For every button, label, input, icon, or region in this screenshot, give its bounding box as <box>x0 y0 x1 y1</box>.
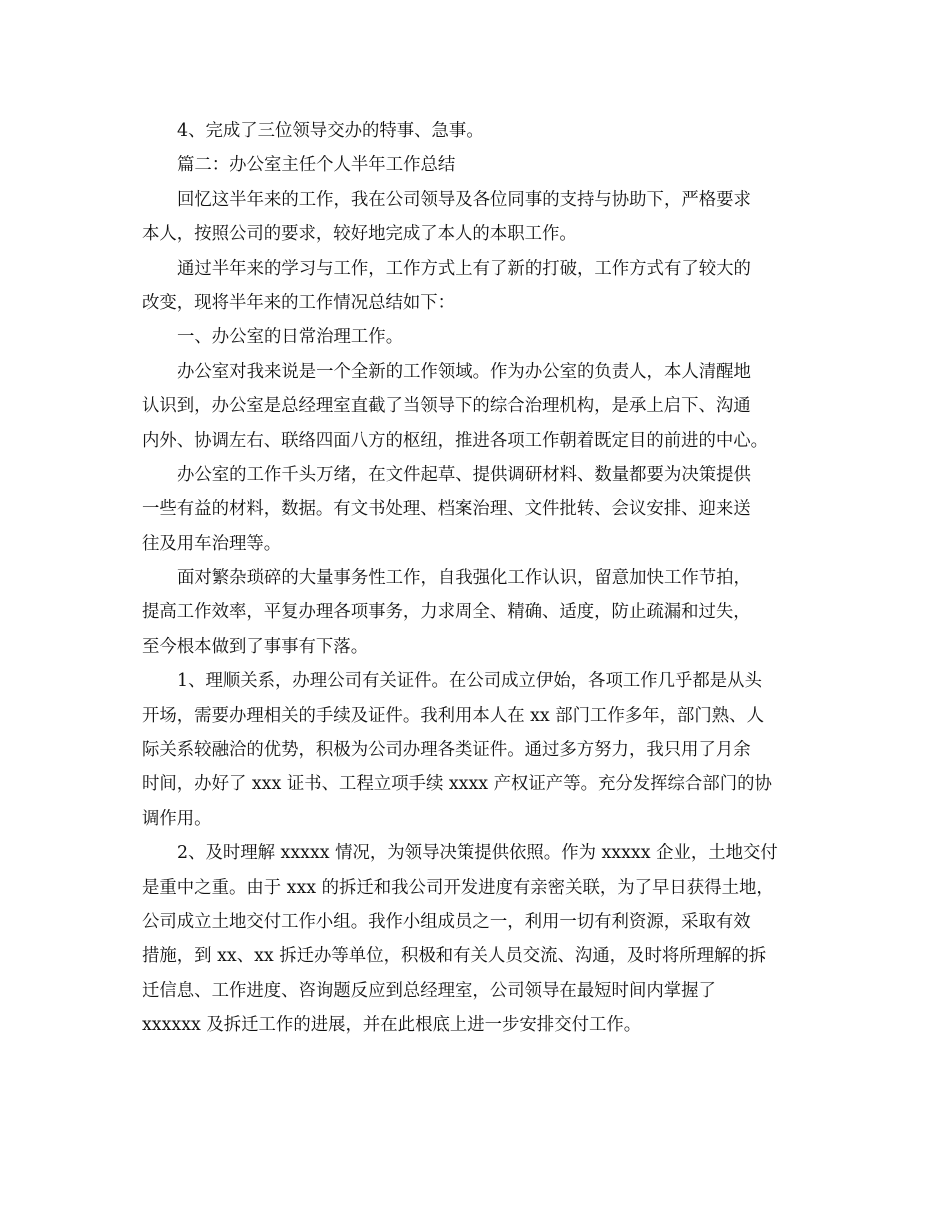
text-line: 至今根本做到了事事有下落。 <box>142 636 369 657</box>
text-line: 面对繁杂琐碎的大量事务性工作，自我强化工作认识，留意加快工作节拍， <box>177 568 751 589</box>
text-line: 办公室对我来说是一个全新的工作领域。作为办公室的负责人，本人清醒地 <box>177 361 751 382</box>
text-line: 时间，办好了 xxx 证书、工程立项手续 xxxx 产权证产等。充分发挥综合部门的协 <box>142 774 772 795</box>
text-line: 办公室的工作千头万绪，在文件起草、提供调研材料、数量都要为决策提供 <box>177 464 751 485</box>
text-line: 通过半年来的学习与工作，工作方式上有了新的打破，工作方式有了较大的 <box>177 258 751 279</box>
text-line: 本人，按照公司的要求，较好地完成了本人的本职工作。 <box>142 224 577 245</box>
text-line: 认识到，办公室是总经理室直截了当领导下的综合治理机构，是承上启下、沟通 <box>142 396 751 417</box>
document-body <box>142 114 806 1043</box>
text-line: 内外、协调左右、联络四面八方的枢纽，推进各项工作朝着既定目的前进的中心。 <box>142 430 769 451</box>
text-line: 一些有益的材料，数据。有文书处理、档案治理、文件批转、会议安排、迎来送 <box>142 499 751 520</box>
text-line: 4、完成了三位领导交办的特事、急事。 <box>177 121 484 141</box>
text-line: 往及用车治理等。 <box>142 533 282 554</box>
text-line: 是重中之重。由于 xxx 的拆迁和我公司开发进度有亲密关联，为了早日获得土地， <box>142 877 774 898</box>
text-line: 开场，需要办理相关的手续及证件。我利用本人在 xx 部门工作多年，部门熟、人 <box>142 705 764 726</box>
text-line: 提高工作效率，平复办理各项事务，力求周全、精确、适度，防止疏漏和过失， <box>142 602 751 623</box>
text-line: xxxxxx 及拆迁工作的进展，并在此根底上进一步安排交付工作。 <box>142 1015 642 1036</box>
text-line: 回忆这半年来的工作，我在公司领导及各位同事的支持与协助下，严格要求 <box>177 189 751 210</box>
text-line: 迁信息、工作进度、咨询题反应到总经理室，公司领导在最短时间内掌握了 <box>142 980 716 1001</box>
text-line: 改变，现将半年来的工作情况总结如下： <box>142 292 456 313</box>
text-line: 1、理顺关系，办理公司有关证件。在公司成立伊始，各项工作几乎都是从头 <box>177 671 762 692</box>
subsection-heading: 一、办公室的日常治理工作。 <box>177 327 404 348</box>
text-line: 公司成立土地交付工作小组。我作小组成员之一，利用一切有利资源，采取有效 <box>142 911 751 932</box>
text-line: 措施，到 xx、xx 拆迁办等单位，积极和有关人员交流、沟通，及时将所理解的拆 <box>142 946 767 967</box>
text-line: 2、及时理解 xxxxx 情况，为领导决策提供依照。作为 xxxxx 企业，土地交付 <box>177 843 778 864</box>
text-line: 调作用。 <box>142 808 212 829</box>
section-heading: 篇二：办公室主任个人半年工作总结 <box>177 155 456 176</box>
text-line: 际关系较融洽的优势，积极为公司办理各类证件。通过多方努力，我只用了月余 <box>142 740 751 761</box>
